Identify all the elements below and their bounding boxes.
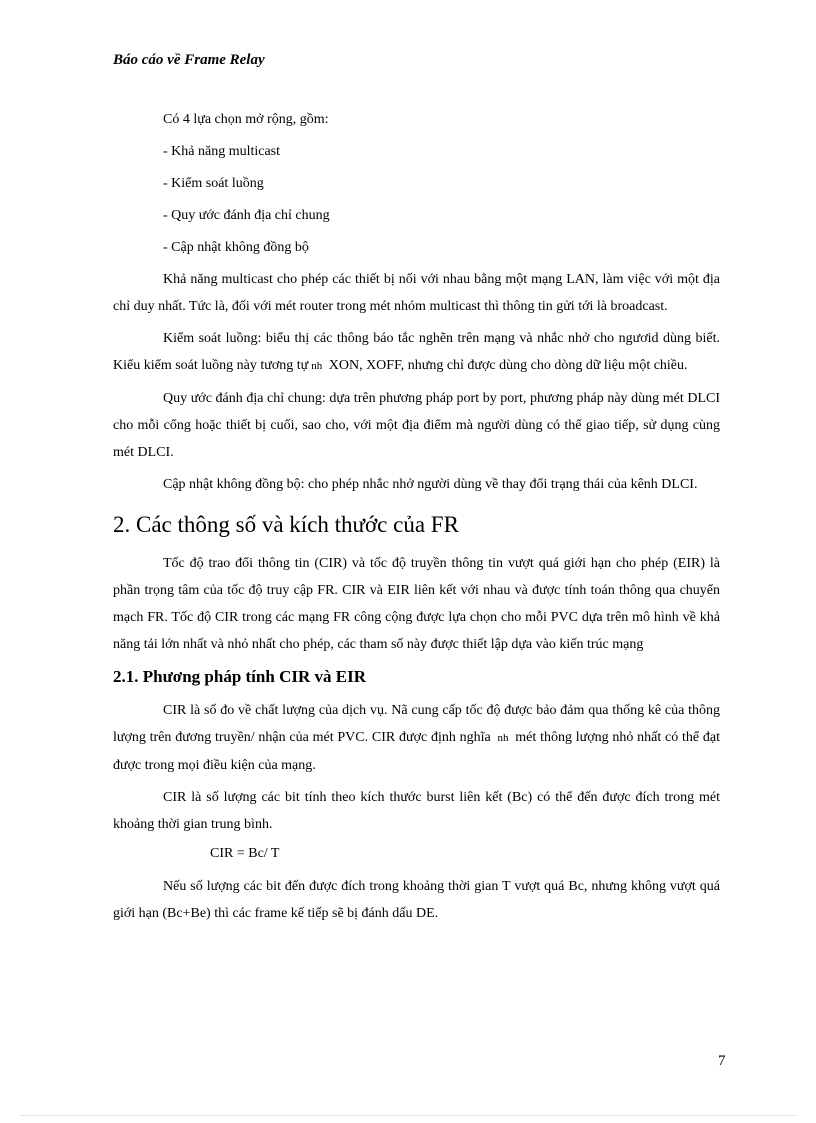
cir-formula: CIR = Bc/ T	[210, 846, 280, 861]
flow-text-nh: nh	[311, 360, 323, 372]
cir-text-a: CIR là số đo về chất lượng của dịch vụ. Nã cung cấp tốc độ được bảo đảm qua thống kê của thông lượng trên đương truyền/ nhận của mét PVC. CIR được định nghĩa	[113, 703, 720, 745]
option-item: - Khả năng multicast	[163, 144, 281, 159]
de-marking-paragraph: Nếu số lượng các bit đến được đích trong khoảng thời gian T vượt quá Bc, nhưng không vượt quá giới hạn (Bc+Be) thì các frame kế tiếp sẽ bị đánh dấu DE.	[113, 879, 720, 921]
cir-text-b: mét thông lượng nhỏ nhất có thể đạt được trong mọi điều kiện của mạng.	[113, 730, 721, 773]
page-number: 7	[718, 1053, 726, 1069]
option-item: - Quy ước đánh địa chỉ chung	[163, 208, 330, 223]
option-item: - Kiểm soát luồng	[163, 176, 264, 191]
option-item: - Cập nhật không đồng bộ	[163, 240, 309, 255]
paragraph-flow-control	[113, 325, 720, 380]
intro-text: Có 4 lựa chọn mở rộng, gồm:	[163, 112, 329, 127]
flow-text-b: XON, XOFF, nhưng chỉ được dùng cho dòng dữ liệu một chiều.	[328, 358, 688, 373]
section-2-heading: 2. Các thông số và kích thước của FR	[113, 512, 459, 537]
section-2-paragraph: Tốc độ trao đổi thông tin (CIR) và tốc độ truyền thông tin vượt quá giới hạn cho phép (EIR) là phần trọng tâm của tốc độ truy cập FR. CIR và EIR liên kết với nhau và được tính toán thông qua chuyển mạch FR. Tốc độ CIR trong các mạng FR công cộng được lựa chọn cho mỗi PVC dựa trên mô hình về khả năng tải lớn nhất và nhỏ nhất cho phép, các tham số này được thiết lập dựa vào kiến trúc mạng	[113, 556, 720, 652]
cir-definition-paragraph	[113, 697, 720, 779]
page-body	[113, 106, 720, 927]
cir-bits-paragraph: CIR là số lượng các bit tính theo kích thước burst liên kết (Bc) có thể đến được đích trong mét khoảng thời gian trung bình.	[113, 790, 720, 832]
paragraph-multicast: Khả năng multicast cho phép các thiết bị nối với nhau bằng một mạng LAN, làm việc với một địa chỉ duy nhất. Tức là, đối với mét router trong mét nhóm multicast thì thông tin gửi tới là broadcast.	[113, 272, 720, 314]
cir-text-nh: nh	[497, 732, 509, 744]
page-bottom-border	[20, 1115, 796, 1116]
flow-text-a: Kiểm soát luồng: biểu thị các thông báo tắc nghẽn trên mạng và nhắc nhở cho ngươid dùng biết. Kiểu kiểm soát luồng này tương tự	[113, 331, 720, 373]
running-header: Báo cáo về Frame Relay	[113, 52, 265, 68]
paragraph-async-update: Cập nhật không đồng bộ: cho phép nhắc nhở người dùng về thay đổi trạng thái của kênh DLCI.	[163, 477, 698, 492]
section-2-1-heading: 2.1. Phương pháp tính CIR và EIR	[113, 667, 366, 686]
paragraph-addressing: Quy ước đánh địa chỉ chung: dựa trên phương pháp port by port, phương pháp này dùng mét DLCI cho mỗi cổng hoặc thiết bị cuối, sao cho, với một địa điểm mà người dùng có thể giao tiếp, sử dụng cùng mét DLCI.	[113, 391, 720, 460]
